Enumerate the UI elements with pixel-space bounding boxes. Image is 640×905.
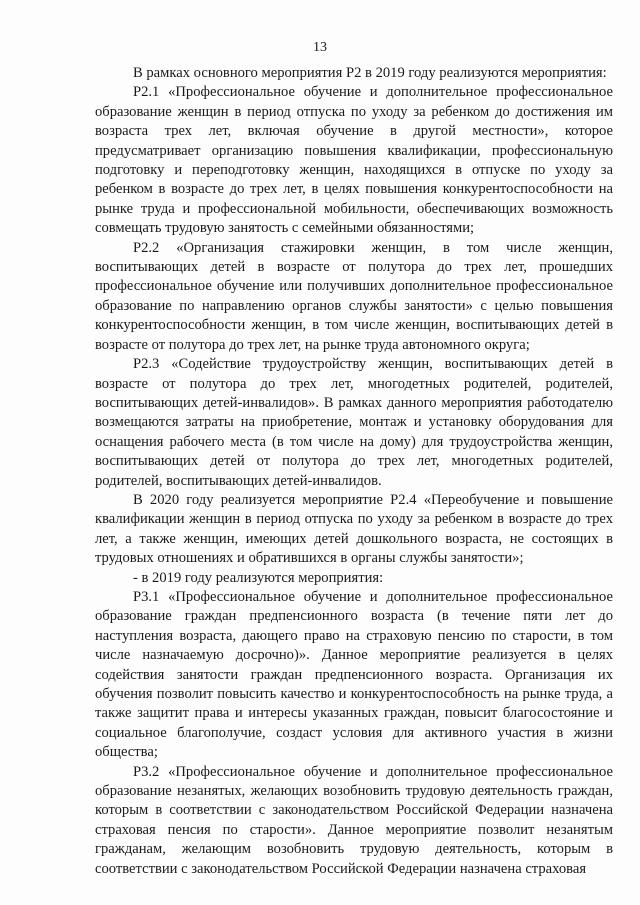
paragraph: Р2.3 «Содействие трудоустройству женщин, воспитывающих детей в возрасте от полутора до трех лет, многодетных родителей, родителей, воспитывающих детей-инвалидов». В рамках данного мероприятия работодателю возмещаются затраты на приобретение, монтаж и установку оборудования для оснащения рабочего места (в том числе на дому) для трудоустройства женщин, воспитывающих детей от полутора до трех лет, многодетных родителей, родителей, воспитывающих детей-инвалидов. bbox=[95, 356, 613, 489]
page-number: 13 bbox=[313, 40, 327, 55]
paragraph: Р2.1 «Профессиональное обучение и дополнительное профессиональное образование женщин в период отпуска по уходу за ребенком до достижения им возраста трех лет, включая обучение в другой местности», которое предусматривает организацию повышения квалификации, профессиональную подготовку и переподготовку женщин, находящихся в отпуске по уходу за ребенком в возрасте до трех лет, в целях повышения конкурентоспособности на рынке труда и профессиональной мобильности, обеспечивающих возможность совмещать трудовую занятость с семейными обязанностями; bbox=[95, 84, 613, 237]
paragraph: Р3.1 «Профессиональное обучение и дополнительное профессиональное образование граждан предпенсионного возраста (в течение пяти лет до наступления возраста, дающего право на страховую пенсию по старости, в том числе назначаемую досрочно)». Данное мероприятие реализуется в целях содействия занятости граждан предпенсионного возраста. Организация их обучения позволит повысить качество и конкурентоспособность на рынке труда, а также защитит права и интересы указанных граждан, повысит благосостояние и социальное благополучие, создаст условия для активного участия в жизни общества; bbox=[95, 588, 613, 761]
paragraph: В 2020 году реализуется мероприятие Р2.4 «Переобучение и повышение квалификации женщин в период отпуска по уходу за ребенком в возрасте до трех лет, а также женщин, имеющих детей дошкольного возраста, не состоящих в трудовых отношениях и обратившихся в органы службы занятости»; bbox=[95, 491, 613, 567]
paragraph: В рамках основного мероприятия Р2 в 2019 году реализуются мероприятия: bbox=[133, 65, 607, 81]
paragraph: Р3.2 «Профессиональное обучение и дополнительное профессиональное образование незанятых, желающих возобновить трудовую деятельность граждан, которым в соответствии с законодательством Российской Федерации назначена страховая пенсия по старости». Данное мероприятие позволит незанятым гражданам, желающим возобновить трудовую деятельность, которым в соответствии с законодательством Российской Федерации назначена страховая bbox=[95, 763, 613, 877]
paragraph: - в 2019 году реализуются мероприятия: bbox=[133, 569, 384, 586]
paragraph: Р2.2 «Организация стажировки женщин, в том числе женщин, воспитывающих детей в возрасте от полутора до трех лет, прошедших профессиональное обучение или получивших дополнительное профессиональное образование по направлению органов службы занятости» с целью повышения конкурентоспособности женщин, в том числе женщин, воспитывающих детей в возрасте от полутора до трех лет, на рынке труда автономного округа; bbox=[95, 239, 613, 353]
document-body bbox=[95, 64, 613, 879]
